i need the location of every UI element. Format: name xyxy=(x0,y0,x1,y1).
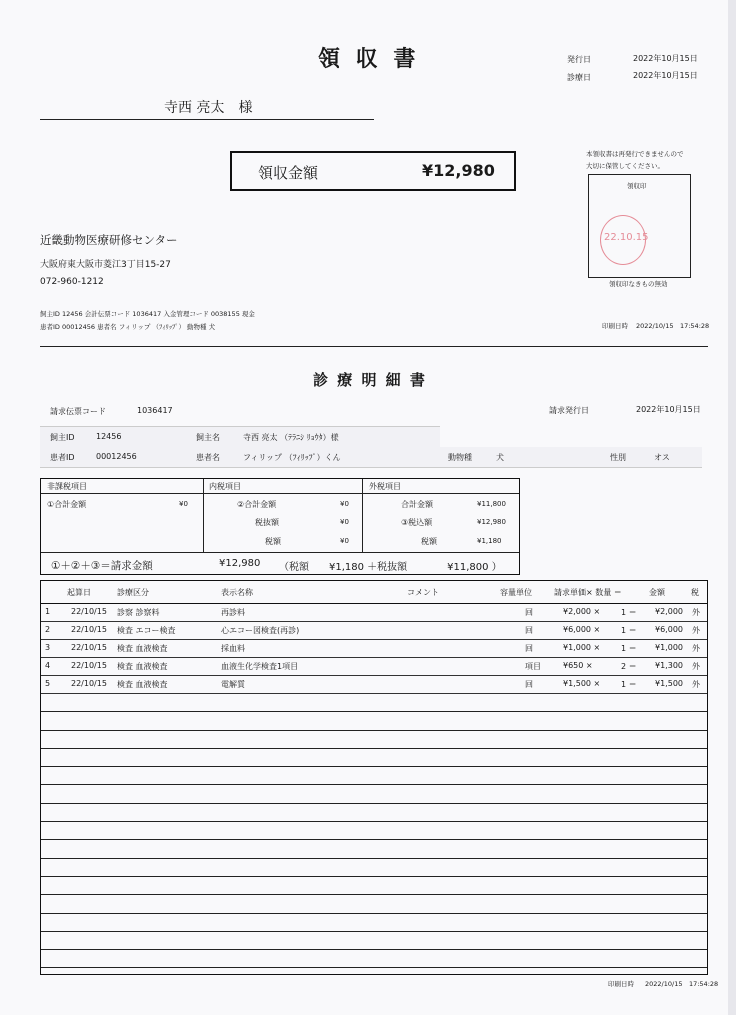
row-qty: 1 ＝ xyxy=(621,608,637,617)
extax-incl-label: ③税込額 xyxy=(401,518,433,527)
row-category: 検査 血液検査 xyxy=(117,662,168,671)
species: 犬 xyxy=(496,453,504,462)
amount-value: ¥12,980 xyxy=(422,161,495,180)
row-price: ¥6,000 × xyxy=(563,625,601,634)
row-number: 5 xyxy=(45,679,51,688)
row-unit: 回 xyxy=(525,644,533,653)
row-qty: 2 ＝ xyxy=(621,662,637,671)
owner-info-row xyxy=(40,426,440,448)
header-category: 診療区分 xyxy=(117,588,149,597)
intax-excl-label: 税抜額 xyxy=(255,518,279,527)
row-name: 電解質 xyxy=(221,680,245,689)
extax-header: 外税項目 xyxy=(369,482,401,491)
stamp-date: 22.10.15 xyxy=(604,232,649,243)
header-tax: 税 xyxy=(691,588,699,597)
reference-line-1: 飼主ID 12456 会計伝票コード 1036417 入金管理コード 0038155 現金 xyxy=(40,310,255,318)
print-datetime: 2022/10/15 17:54:28 xyxy=(636,322,710,330)
table-row xyxy=(41,603,707,622)
nontax-total: ¥0 xyxy=(179,500,188,508)
extax-incl: ¥12,980 xyxy=(477,518,506,526)
empty-table-row xyxy=(41,693,707,712)
footer-print-label: 印刷日時 xyxy=(608,980,634,988)
table-row xyxy=(41,657,707,676)
row-tax: 外 xyxy=(692,680,700,689)
intax-excl: ¥0 xyxy=(340,518,349,526)
row-price: ¥2,000 × xyxy=(563,607,601,616)
owner-id-label: 飼主ID xyxy=(50,433,75,442)
extax-total-label: 合計金額 xyxy=(401,500,433,509)
empty-table-row xyxy=(41,803,707,822)
row-date: 22/10/15 xyxy=(71,661,107,670)
empty-table-row xyxy=(41,913,707,932)
empty-table-row xyxy=(41,766,707,785)
header-date: 起算日 xyxy=(67,588,91,597)
table-header-row xyxy=(41,581,707,604)
stamp-box-label: 領収印 xyxy=(627,182,647,190)
patient-info-row xyxy=(40,447,702,468)
empty-table-row xyxy=(41,711,707,730)
tax-col-divider-2 xyxy=(362,479,363,552)
invoice-date-label: 請求発行日 xyxy=(549,406,589,415)
row-amount: ¥1,000 xyxy=(655,643,683,652)
empty-table-row xyxy=(41,949,707,968)
tax-header-divider xyxy=(41,493,519,494)
patient-id-label: 患者ID xyxy=(50,453,75,462)
detail-table xyxy=(40,580,708,975)
receipt-stamp xyxy=(600,215,649,265)
row-qty: 1 ＝ xyxy=(621,626,637,635)
table-row xyxy=(41,621,707,640)
tax-summary-divider xyxy=(41,552,519,553)
sex-label: 性別 xyxy=(610,453,626,462)
row-date: 22/10/15 xyxy=(71,625,107,634)
visit-date-label: 診療日 xyxy=(567,73,591,82)
row-qty: 1 ＝ xyxy=(621,680,637,689)
header-amount: 金額 xyxy=(649,588,665,597)
tax-summary-box xyxy=(40,478,520,575)
owner-id: 12456 xyxy=(96,432,122,441)
intax-total-label: ②合計金額 xyxy=(237,500,277,509)
clinic-address: 大阪府東大阪市菱江3丁目15-27 xyxy=(40,260,171,270)
row-number: 4 xyxy=(45,661,51,670)
visit-date: 2022年10月15日 xyxy=(633,71,698,80)
row-price: ¥1,500 × xyxy=(563,679,601,688)
clinic-name: 近畿動物医療研修センター xyxy=(40,233,178,247)
empty-table-row xyxy=(41,748,707,767)
amount-box xyxy=(230,151,516,191)
row-amount: ¥2,000 xyxy=(655,607,683,616)
section-divider xyxy=(40,346,708,347)
header-comment: コメント xyxy=(407,588,439,597)
issue-date: 2022年10月15日 xyxy=(633,54,698,63)
patient-name: フィリップ （ﾌｨﾘｯﾌﾟ）くん xyxy=(243,453,341,462)
header-price: 請求単価× 数量 ＝ xyxy=(554,588,622,597)
patient-id: 00012456 xyxy=(96,452,137,461)
row-unit: 回 xyxy=(525,608,533,617)
reference-line-2: 患者ID 00012456 患者名 フィリップ （ﾌｨﾘｯﾌﾟ） 動物種 犬 xyxy=(40,323,216,331)
empty-table-row xyxy=(41,876,707,895)
row-category: 検査 血液検査 xyxy=(117,680,168,689)
footer-print-datetime: 2022/10/15 17:54:28 xyxy=(645,980,719,988)
sex: オス xyxy=(654,453,670,462)
table-row xyxy=(41,639,707,658)
header-unit: 容量単位 xyxy=(500,588,532,597)
row-tax: 外 xyxy=(692,662,700,671)
empty-table-row xyxy=(41,785,707,804)
row-name: 採血料 xyxy=(221,644,245,653)
row-tax: 外 xyxy=(692,608,700,617)
owner-name: 寺西 亮太 （ﾃﾗﾆｼ ﾘｮｳﾀ）様 xyxy=(243,433,339,442)
extax-tax-label: 税額 xyxy=(421,537,437,546)
row-number: 3 xyxy=(45,643,51,652)
stamp-box xyxy=(588,174,691,278)
intax-tax: ¥0 xyxy=(340,537,349,545)
row-tax: 外 xyxy=(692,644,700,653)
extax-tax: ¥1,180 xyxy=(477,537,502,545)
row-number: 1 xyxy=(45,607,51,616)
row-date: 22/10/15 xyxy=(71,679,107,688)
owner-name-label: 飼主名 xyxy=(196,433,220,442)
issue-date-label: 発行日 xyxy=(567,55,591,64)
empty-table-row xyxy=(41,839,707,858)
row-unit: 回 xyxy=(525,680,533,689)
row-category: 検査 エコー検査 xyxy=(117,626,176,635)
clinic-phone: 072-960-1212 xyxy=(40,277,104,287)
invoice-code: 1036417 xyxy=(137,406,173,415)
extax-total: ¥11,800 xyxy=(477,500,506,508)
receipt-title: 領 収 書 xyxy=(318,47,420,72)
row-category: 検査 血液検査 xyxy=(117,644,168,653)
nontax-total-label: ①合計金額 xyxy=(47,500,87,509)
row-category: 診察 診察料 xyxy=(117,608,160,617)
customer-name: 寺西 亮太 様 xyxy=(164,100,253,116)
stamp-note: 領収印なきもの無効 xyxy=(609,280,668,288)
empty-table-row xyxy=(41,894,707,913)
amount-label: 領収金額 xyxy=(258,164,319,182)
summary-tax-breakdown: （税額 ¥1,180 ＋税抜額 ¥11,800 ） xyxy=(279,562,502,573)
statement-title: 診 療 明 細 書 xyxy=(313,371,427,389)
row-date: 22/10/15 xyxy=(71,607,107,616)
row-number: 2 xyxy=(45,625,51,634)
summary-label: ①＋②＋③＝請求金額 xyxy=(51,560,153,572)
row-price: ¥1,000 × xyxy=(563,643,601,652)
nontax-header: 非課税項目 xyxy=(47,482,87,491)
row-unit: 回 xyxy=(525,626,533,635)
row-price: ¥650 × xyxy=(563,661,593,670)
customer-underline xyxy=(40,119,374,120)
row-qty: 1 ＝ xyxy=(621,644,637,653)
row-name: 血液生化学検査1項目 xyxy=(221,662,299,671)
summary-amount: ¥12,980 xyxy=(219,558,261,569)
empty-table-row xyxy=(41,730,707,749)
invoice-date: 2022年10月15日 xyxy=(636,405,701,414)
row-date: 22/10/15 xyxy=(71,643,107,652)
row-amount: ¥6,000 xyxy=(655,625,683,634)
print-datetime-label: 印刷日時 xyxy=(602,322,628,330)
row-name: 再診料 xyxy=(221,608,245,617)
empty-table-row xyxy=(41,931,707,950)
row-unit: 項目 xyxy=(525,662,541,671)
row-amount: ¥1,500 xyxy=(655,679,683,688)
empty-table-row xyxy=(41,858,707,877)
row-amount: ¥1,300 xyxy=(655,661,683,670)
notice-line-2: 大切に保管してください。 xyxy=(586,162,664,170)
intax-total: ¥0 xyxy=(340,500,349,508)
species-label: 動物種 xyxy=(448,453,472,462)
invoice-code-label: 請求伝票コード xyxy=(50,407,106,416)
row-tax: 外 xyxy=(692,626,700,635)
header-name: 表示名称 xyxy=(221,588,253,597)
notice-line-1: 本領収書は再発行できませんので xyxy=(586,150,684,158)
table-row xyxy=(41,675,707,694)
row-name: 心エコー図検査(再診) xyxy=(221,626,300,635)
intax-header: 内税項目 xyxy=(209,482,241,491)
intax-tax-label: 税額 xyxy=(265,537,281,546)
empty-table-row xyxy=(41,821,707,840)
patient-name-label: 患者名 xyxy=(196,453,220,462)
tax-col-divider-1 xyxy=(203,479,204,552)
